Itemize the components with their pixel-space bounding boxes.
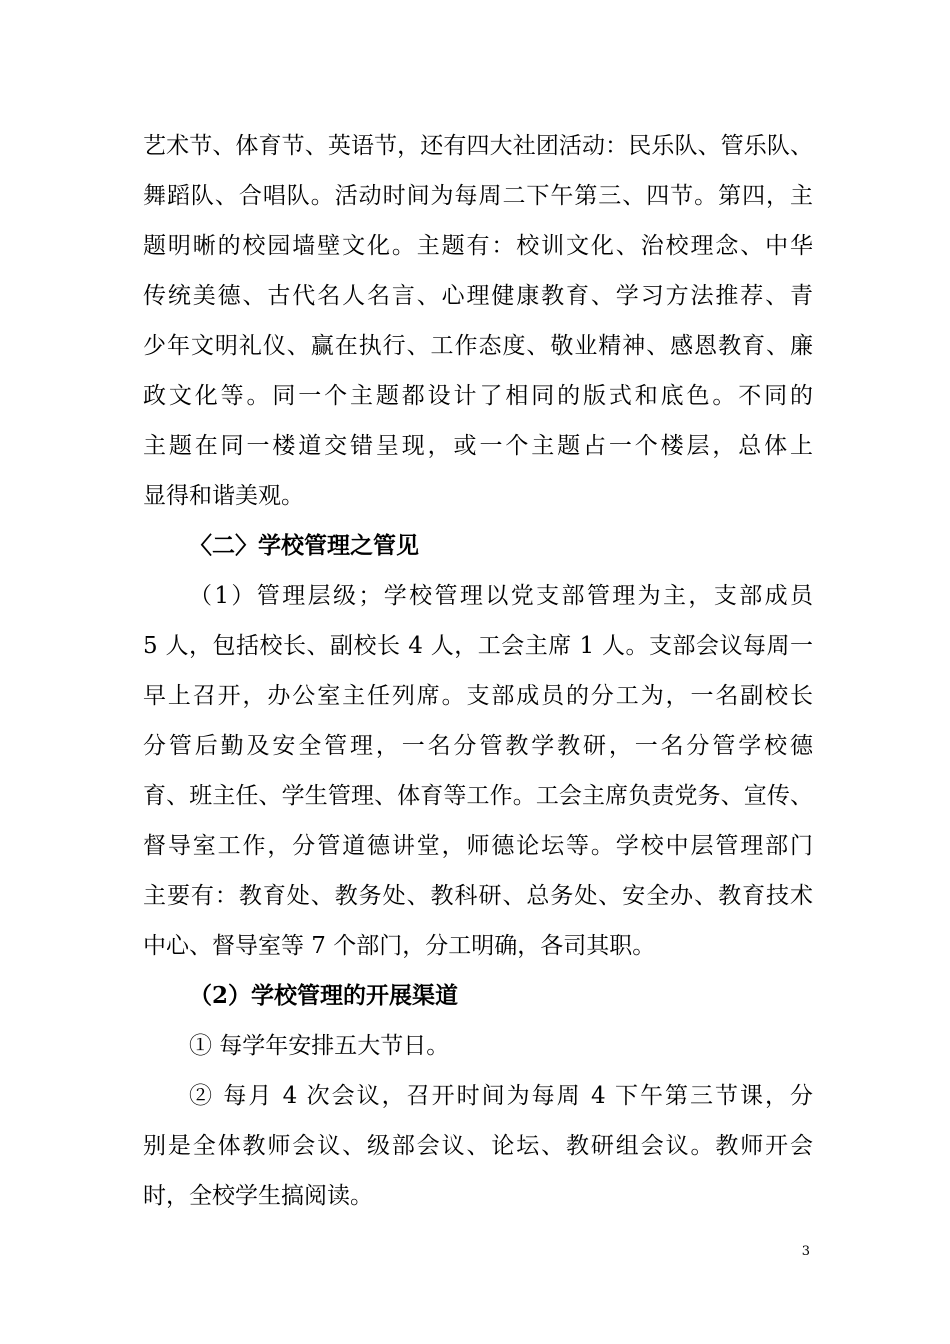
paragraph-line: 主题在同一楼道交错呈现，或一个主题占一个楼层，总体上: [143, 433, 813, 459]
paragraph-line: 题明晰的校园墙壁文化。主题有：校训文化、治校理念、中华: [143, 233, 813, 259]
paragraph-line: 显得和谐美观。: [143, 483, 304, 509]
paragraph-line: 政文化等。同一个主题都设计了相同的版式和底色。不同的: [143, 383, 813, 409]
paragraph-line: 时，全校学生搞阅读。: [143, 1183, 373, 1209]
paragraph-line: ① 每学年安排五大节日。: [189, 1033, 450, 1059]
paragraph-line: 艺术节、体育节、英语节，还有四大社团活动：民乐队、管乐队、: [143, 133, 813, 159]
paragraph-line: 5 人，包括校长、副校长 4 人，工会主席 1 人。支部会议每周一: [143, 633, 813, 659]
paragraph-line: 中心、督导室等 7 个部门，分工明确，各司其职。: [143, 933, 656, 959]
section-heading-management: 〈二〉学校管理之管见: [189, 532, 419, 559]
paragraph-line: 少年文明礼仪、赢在执行、工作态度、敬业精神、感恩教育、廉: [143, 333, 813, 359]
paragraph-line: 督导室工作，分管道德讲堂，师德论坛等。学校中层管理部门: [143, 833, 813, 859]
subsection-heading-channels: （2）学校管理的开展渠道: [189, 982, 459, 1009]
paragraph-line: 传统美德、古代名人名言、心理健康教育、学习方法推荐、青: [143, 283, 813, 309]
paragraph-line: 舞蹈队、合唱队。活动时间为每周二下午第三、四节。第四，主: [143, 183, 813, 209]
paragraph-line: ② 每月 4 次会议，召开时间为每周 4 下午第三节课，分: [189, 1083, 813, 1109]
paragraph-line: 分管后勤及安全管理，一名分管教学教研，一名分管学校德: [143, 733, 813, 759]
page-number: 3: [801, 1244, 810, 1259]
paragraph-line: 育、班主任、学生管理、体育等工作。工会主席负责党务、宣传、: [143, 783, 813, 809]
paragraph-line: 早上召开，办公室主任列席。支部成员的分工为，一名副校长: [143, 683, 813, 709]
paragraph-line: （1）管理层级；学校管理以党支部管理为主，支部成员: [189, 583, 813, 609]
paragraph-line: 主要有：教育处、教务处、教科研、总务处、安全办、教育技术: [143, 883, 813, 909]
paragraph-line: 别是全体教师会议、级部会议、论坛、教研组会议。教师开会: [143, 1133, 813, 1159]
